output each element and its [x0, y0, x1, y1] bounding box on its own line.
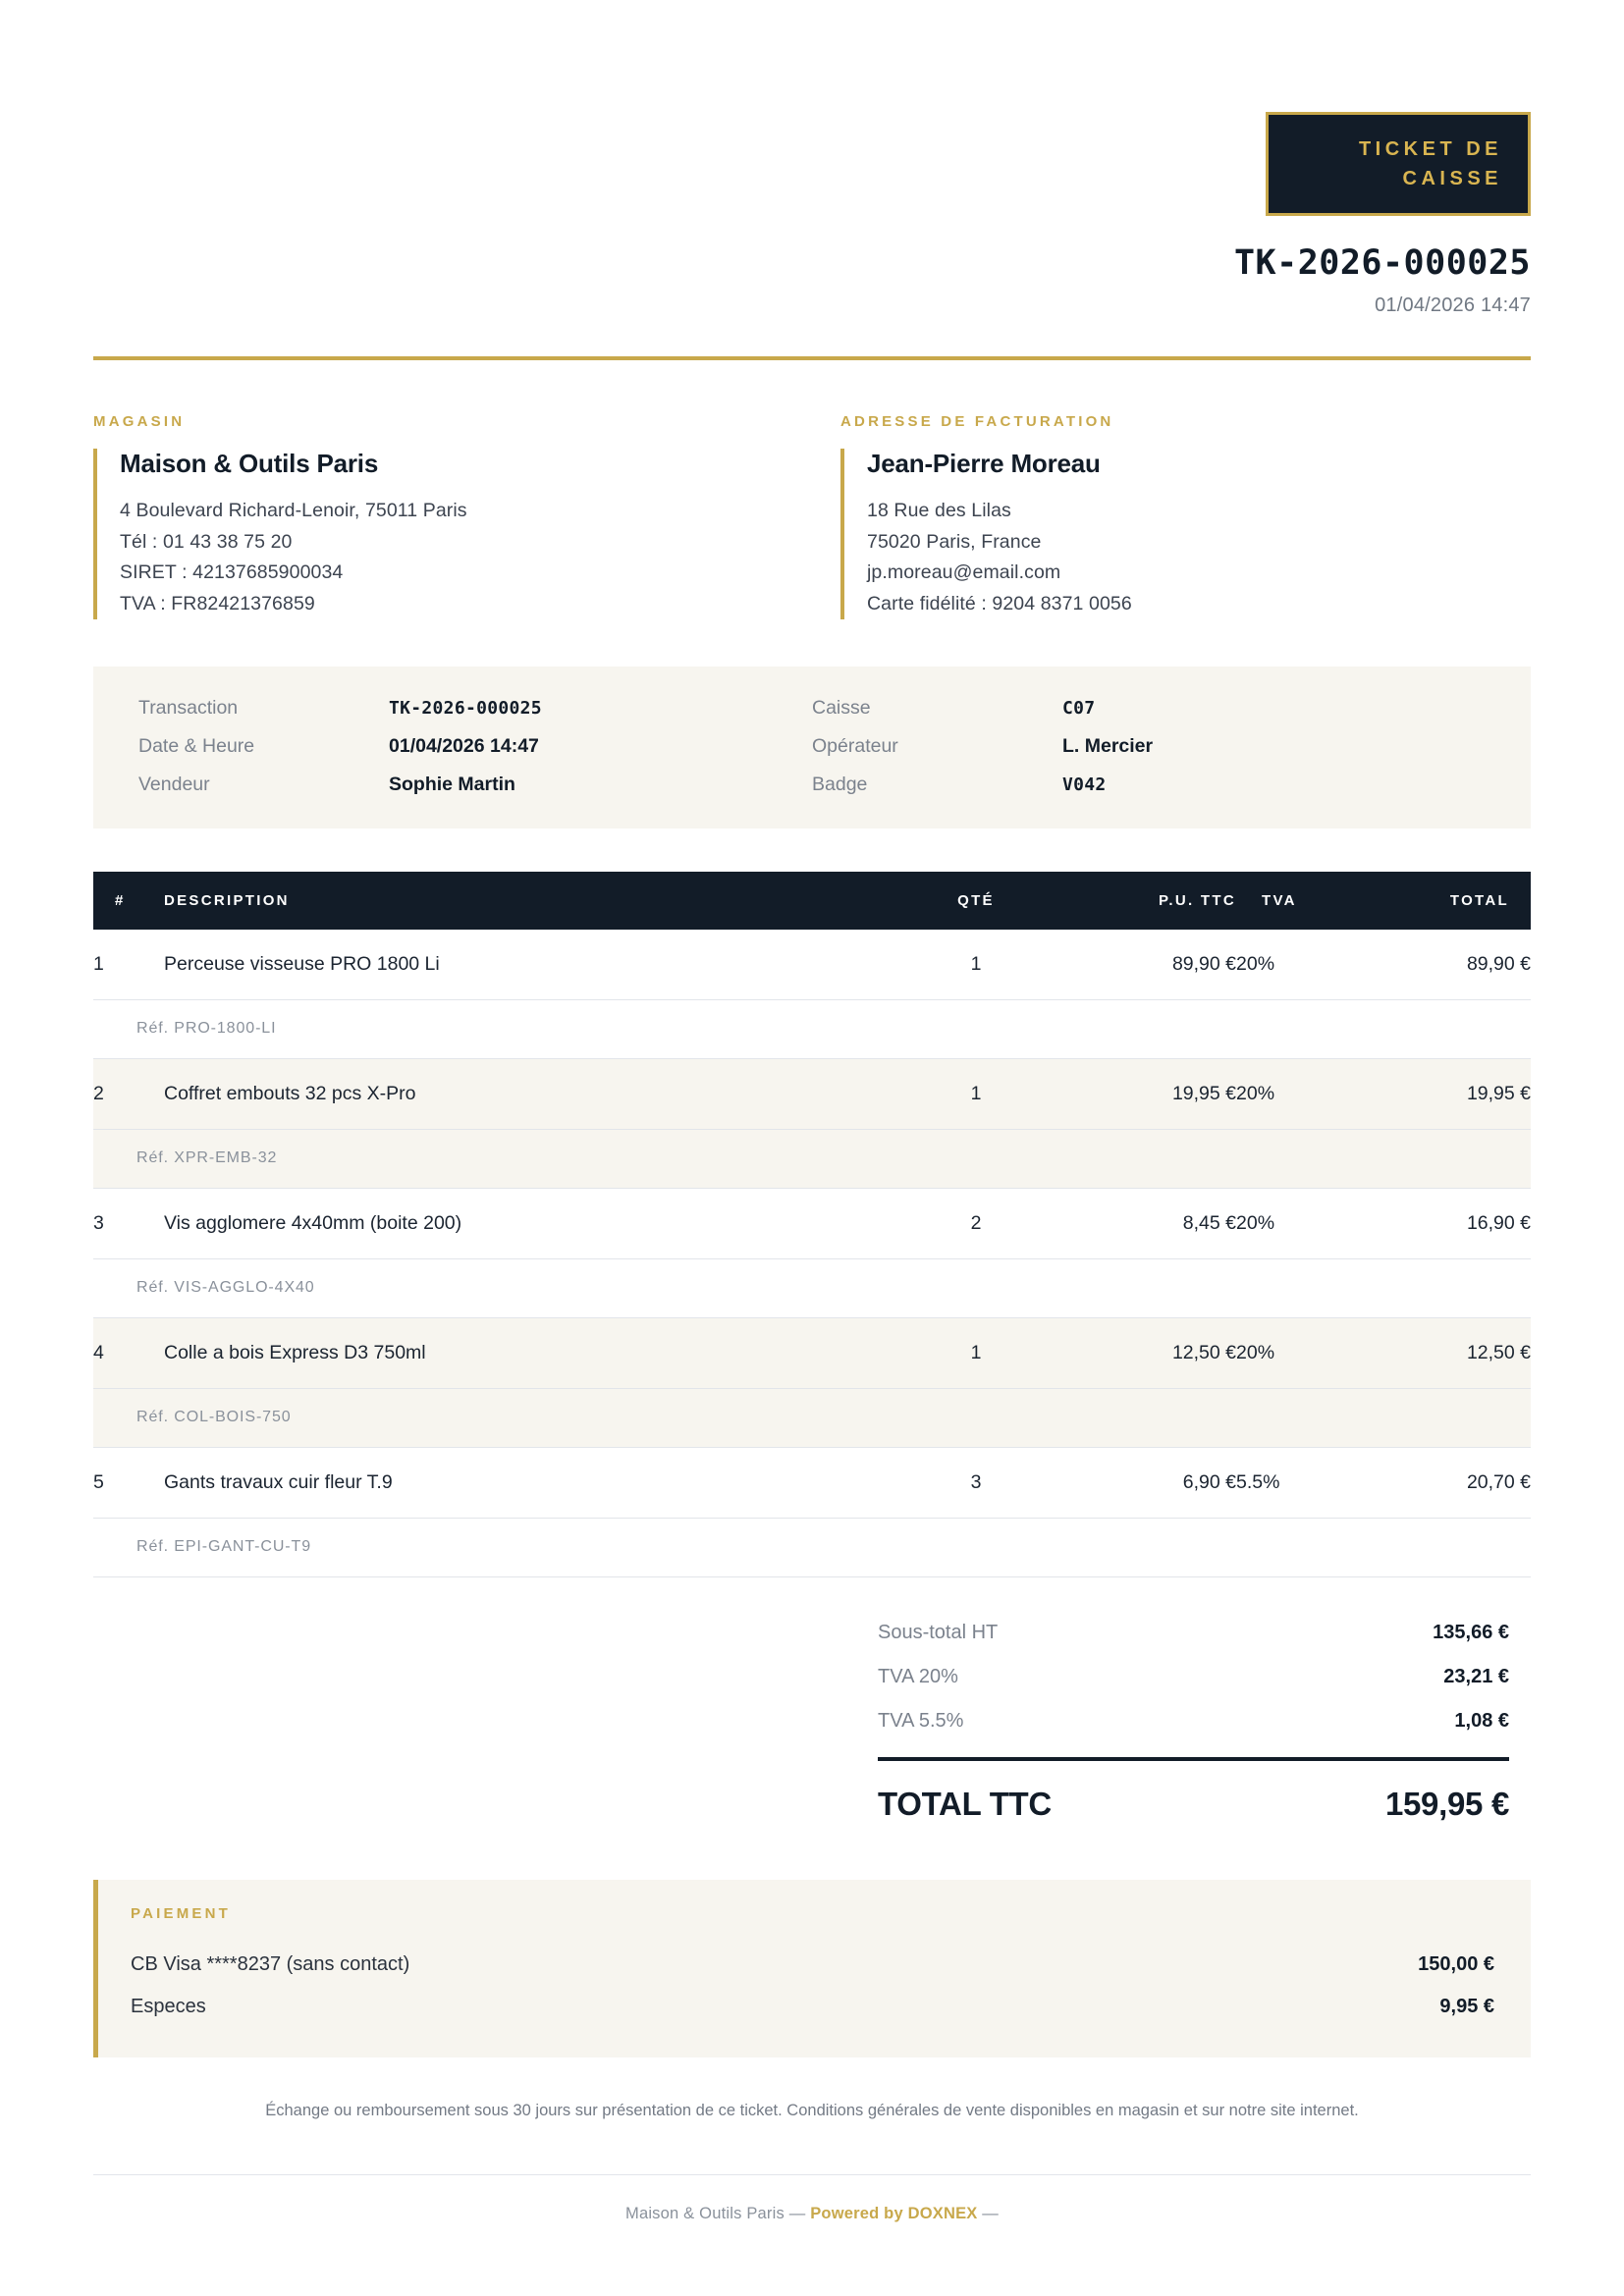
- footer-brand: Powered by DOXNEX: [810, 2205, 978, 2223]
- cell-description: Coffret embouts 32 pcs X-Pro: [164, 1059, 902, 1130]
- table-header: [93, 872, 1531, 930]
- billing-section-label: ADRESSE DE FACTURATION: [840, 413, 1114, 430]
- meta-key: Transaction: [138, 697, 239, 720]
- payment-amount: 9,95 €: [1439, 1996, 1494, 2018]
- document-type-badge: TICKET DE CAISSE: [1266, 112, 1531, 216]
- line-items-table: [93, 872, 1531, 1577]
- customer-email: jp.moreau@email.com: [867, 561, 1061, 584]
- meta-row: [138, 735, 812, 758]
- cell-qty: 1: [970, 953, 982, 976]
- table-reference-row: [93, 1389, 1531, 1448]
- customer-name: Jean-Pierre Moreau: [867, 449, 1101, 478]
- totals-lines: [878, 1611, 1531, 1743]
- cell-unit-price: 12,50 €: [1050, 1318, 1236, 1389]
- store-siret: SIRET : 42137685900034: [120, 561, 344, 584]
- cell-tva: 20%: [1236, 953, 1275, 976]
- meta-row: [812, 774, 1486, 796]
- cell-qty: 1: [902, 1318, 1050, 1389]
- meta-row: [812, 735, 1486, 758]
- item-reference: Réf. VIS-AGGLO-4X40: [136, 1279, 315, 1297]
- cell-total: 19,95 €: [1359, 1059, 1531, 1130]
- meta-key: Caisse: [812, 697, 871, 720]
- terms-text: Échange ou remboursement sous 30 jours sur présentation de ce ticket. Conditions générales de vente disponibles en magasin et sur notre site internet.: [265, 2102, 1359, 2120]
- meta-key: Date & Heure: [138, 735, 255, 758]
- cell-index: 5: [93, 1448, 164, 1519]
- total-line-value: 135,66 €: [1433, 1622, 1509, 1644]
- meta-value: Sophie Martin: [389, 774, 515, 796]
- reference-cell: [93, 1389, 1531, 1448]
- payment-row: [131, 1986, 1494, 2028]
- grand-total-row: [878, 1761, 1531, 1823]
- cell-total: 20,70 €: [1359, 1448, 1531, 1519]
- cell-index: 1: [93, 953, 104, 976]
- cell-tva: 20%: [1236, 1318, 1359, 1389]
- store-block: [93, 413, 784, 619]
- total-line: [878, 1655, 1531, 1699]
- store-phone: Tél : 01 43 38 75 20: [120, 530, 293, 553]
- store-address: 4 Boulevard Richard-Lenoir, 75011 Paris: [120, 500, 467, 521]
- store-name: Maison & Outils Paris: [120, 449, 379, 478]
- meta-row: [138, 774, 812, 796]
- document-date: 01/04/2026 14:47: [1375, 294, 1531, 316]
- total-line-value: 1,08 €: [1454, 1710, 1509, 1733]
- payment-panel: [93, 1880, 1531, 2057]
- transaction-meta-panel: [93, 667, 1531, 828]
- item-reference: Réf. COL-BOIS-750: [136, 1409, 292, 1426]
- item-reference: Réf. XPR-EMB-32: [136, 1149, 278, 1167]
- document-number: TK-2026-000025: [1233, 243, 1531, 283]
- cell-index: 2: [93, 1059, 164, 1130]
- customer-city: 75020 Paris, France: [867, 530, 1042, 553]
- meta-row: [138, 697, 812, 720]
- cell-tva: 20%: [1236, 1189, 1359, 1259]
- cell-tva: 5.5%: [1236, 1448, 1359, 1519]
- cell-total: 16,90 €: [1359, 1189, 1531, 1259]
- document-header: [93, 61, 1531, 317]
- item-reference: Réf. PRO-1800-LI: [136, 1020, 277, 1038]
- table-body: [93, 930, 1531, 1577]
- reference-cell: [93, 1519, 1531, 1577]
- store-section-label: MAGASIN: [93, 413, 186, 430]
- meta-value: 01/04/2026 14:47: [389, 735, 539, 758]
- cell-qty: 3: [902, 1448, 1050, 1519]
- meta-value: TK-2026-000025: [389, 698, 542, 720]
- header-right-block: [1234, 112, 1531, 317]
- payment-method: Especes: [131, 1996, 206, 2018]
- footer-store-name: Maison & Outils Paris: [625, 2205, 785, 2223]
- cell-total: 89,90 €: [1466, 953, 1531, 976]
- meta-column-left: [138, 697, 812, 796]
- reference-cell: [93, 1130, 1531, 1189]
- meta-key: Opérateur: [812, 735, 898, 758]
- footer-separator-right: —: [982, 2205, 999, 2223]
- cell-qty: 2: [902, 1189, 1050, 1259]
- payment-row: [131, 1944, 1494, 1986]
- column-header-total: TOTAL: [1359, 872, 1531, 930]
- reference-cell: [93, 1259, 1531, 1318]
- payment-method: CB Visa ****8237 (sans contact): [131, 1953, 410, 1976]
- cell-index: 3: [93, 1189, 164, 1259]
- parties-section: [93, 413, 1531, 619]
- meta-value: L. Mercier: [1062, 735, 1154, 758]
- table-row: [93, 1448, 1531, 1519]
- table-reference-row: [93, 1519, 1531, 1577]
- header-gold-divider: [93, 356, 1531, 360]
- column-header-qty: QTÉ: [902, 872, 1050, 930]
- footer-credit: [93, 2175, 1531, 2282]
- store-tva: TVA : FR82421376859: [120, 592, 315, 614]
- table-row: [93, 1318, 1531, 1389]
- meta-key: Vendeur: [138, 774, 210, 796]
- cell-description: Vis agglomere 4x40mm (boite 200): [164, 1189, 902, 1259]
- table-header-row: [93, 872, 1531, 930]
- store-details: [93, 449, 784, 619]
- cell-unit-price: 19,95 €: [1050, 1059, 1236, 1130]
- meta-value: C07: [1062, 698, 1096, 720]
- cell-unit-price: 6,90 €: [1050, 1448, 1236, 1519]
- cell-description: Colle a bois Express D3 750ml: [164, 1318, 902, 1389]
- billing-details: [840, 449, 1531, 619]
- total-line-label: TVA 5.5%: [878, 1710, 964, 1733]
- cell-unit-price: 8,45 €: [1050, 1189, 1236, 1259]
- cell-unit-price: 89,90 €: [1171, 953, 1236, 976]
- table-reference-row: [93, 1259, 1531, 1318]
- table-row: [93, 1059, 1531, 1130]
- meta-column-right: [812, 697, 1486, 796]
- customer-street: 18 Rue des Lilas: [867, 500, 1011, 521]
- grand-total-value: 159,95 €: [1384, 1786, 1509, 1823]
- reference-cell: [93, 1000, 1531, 1059]
- footer-separator-left: —: [788, 2205, 806, 2223]
- meta-key: Badge: [812, 774, 868, 796]
- column-header-unit-price: P.U. TTC: [1050, 872, 1236, 930]
- cell-index: 4: [93, 1318, 164, 1389]
- cell-description: Gants travaux cuir fleur T.9: [164, 1448, 902, 1519]
- payment-section-label: PAIEMENT: [131, 1905, 231, 1923]
- table-row: [93, 1189, 1531, 1259]
- column-header-tva: TVA: [1236, 872, 1359, 930]
- payment-rows: [131, 1944, 1494, 2028]
- customer-loyalty-card: Carte fidélité : 9204 8371 0056: [867, 592, 1132, 614]
- table-row: [93, 930, 1531, 1000]
- meta-row: [812, 697, 1486, 720]
- cell-description: Perceuse visseuse PRO 1800 Li: [164, 953, 440, 976]
- total-line: [878, 1699, 1531, 1743]
- cell-qty: 1: [902, 1059, 1050, 1130]
- total-line-value: 23,21 €: [1443, 1666, 1509, 1688]
- total-line-label: TVA 20%: [878, 1666, 958, 1688]
- table-reference-row: [93, 1130, 1531, 1189]
- item-reference: Réf. EPI-GANT-CU-T9: [136, 1538, 312, 1556]
- cell-tva: 20%: [1236, 1059, 1359, 1130]
- column-header-index: #: [93, 872, 164, 930]
- billing-block: [840, 413, 1531, 619]
- total-line-label: Sous-total HT: [878, 1622, 999, 1644]
- grand-total-label: TOTAL TTC: [878, 1786, 1052, 1823]
- totals-section: [93, 1611, 1531, 1823]
- payment-amount: 150,00 €: [1418, 1953, 1494, 1976]
- table-reference-row: [93, 1000, 1531, 1059]
- meta-value: V042: [1062, 774, 1107, 796]
- totals-block: [878, 1611, 1531, 1823]
- cell-total: 12,50 €: [1359, 1318, 1531, 1389]
- column-header-description: DESCRIPTION: [164, 872, 902, 930]
- total-line: [878, 1611, 1531, 1655]
